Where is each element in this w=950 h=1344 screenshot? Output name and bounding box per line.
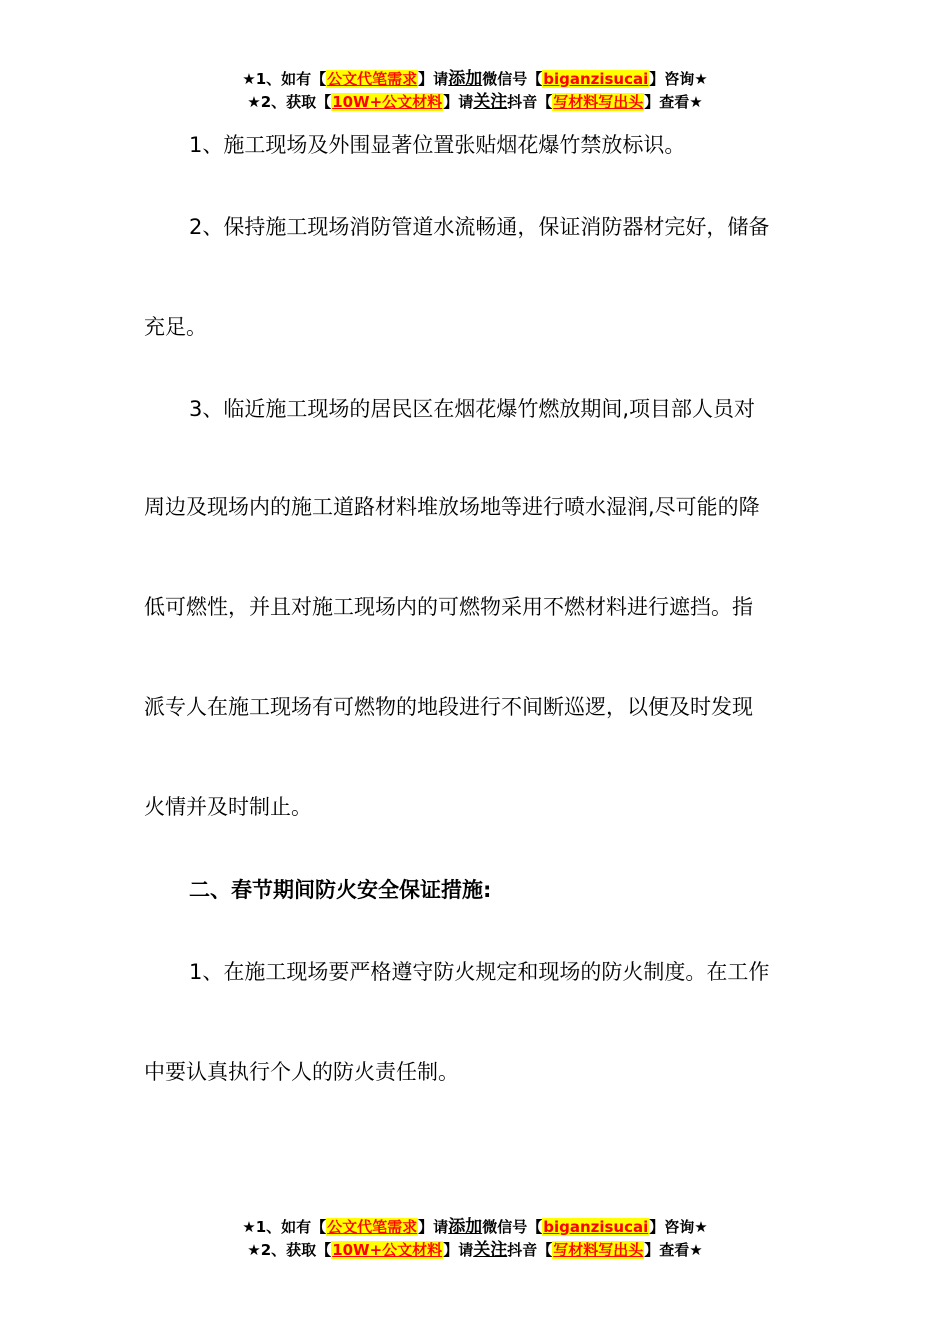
body-line-11: 中要认真执行个人的防火责任制。 — [144, 1060, 459, 1084]
follow-emphasis: 关注 — [473, 92, 508, 112]
body-line-4: 3、临近施工现场的居民区在烟花爆竹燃放期间,项目部人员对 — [189, 397, 756, 421]
body-line-2: 2、保持施工现场消防管道水流畅通，保证消防器材完好，储备 — [189, 215, 770, 239]
add-emphasis: 添加 — [448, 69, 483, 89]
footer-line-2: ★2、获取【10W+公文材料】请关注抖音【写材料写出头】查看★ — [247, 1240, 703, 1260]
douyin-account: 写材料写出头 — [553, 93, 644, 111]
footer-banner — [0, 1216, 950, 1262]
body-line-1: 1、施工现场及外围显著位置张贴烟花爆竹禁放标识。 — [189, 133, 686, 157]
body-line-7: 派专人在施工现场有可燃物的地段进行不间断巡逻，以便及时发现 — [144, 695, 753, 719]
section-heading: 二、春节期间防火安全保证措施: — [189, 878, 492, 902]
highlight-service: 公文代笔需求 — [327, 70, 418, 88]
body-line-8: 火情并及时制止。 — [144, 795, 312, 819]
body-line-6: 低可燃性，并且对施工现场内的可燃物采用不燃材料进行遮挡。指 — [144, 595, 753, 619]
highlight-materials: 10W+公文材料 — [332, 93, 443, 111]
body-line-5: 周边及现场内的施工道路材料堆放场地等进行喷水湿润,尽可能的降 — [144, 495, 760, 519]
body-line-10: 1、在施工现场要严格遵守防火规定和现场的防火制度。在工作 — [189, 960, 770, 984]
footer-follow-emphasis: 关注 — [473, 1240, 508, 1260]
footer-add-emphasis: 添加 — [448, 1217, 483, 1237]
banner-line-2: ★2、获取【10W+公文材料】请关注抖音【写材料写出头】查看★ — [247, 92, 703, 112]
banner-line-1: ★1、如有【公文代笔需求】请添加微信号【biganzisucai】咨询★ — [242, 69, 708, 89]
wechat-id: biganzisucai — [543, 70, 649, 88]
footer-douyin-account: 写材料写出头 — [553, 1241, 644, 1259]
footer-highlight-materials: 10W+公文材料 — [332, 1241, 443, 1259]
footer-highlight-service: 公文代笔需求 — [327, 1218, 418, 1236]
footer-wechat-id: biganzisucai — [543, 1218, 649, 1236]
header-banner — [0, 68, 950, 114]
footer-line-1: ★1、如有【公文代笔需求】请添加微信号【biganzisucai】咨询★ — [242, 1217, 708, 1237]
body-line-3: 充足。 — [144, 315, 207, 339]
